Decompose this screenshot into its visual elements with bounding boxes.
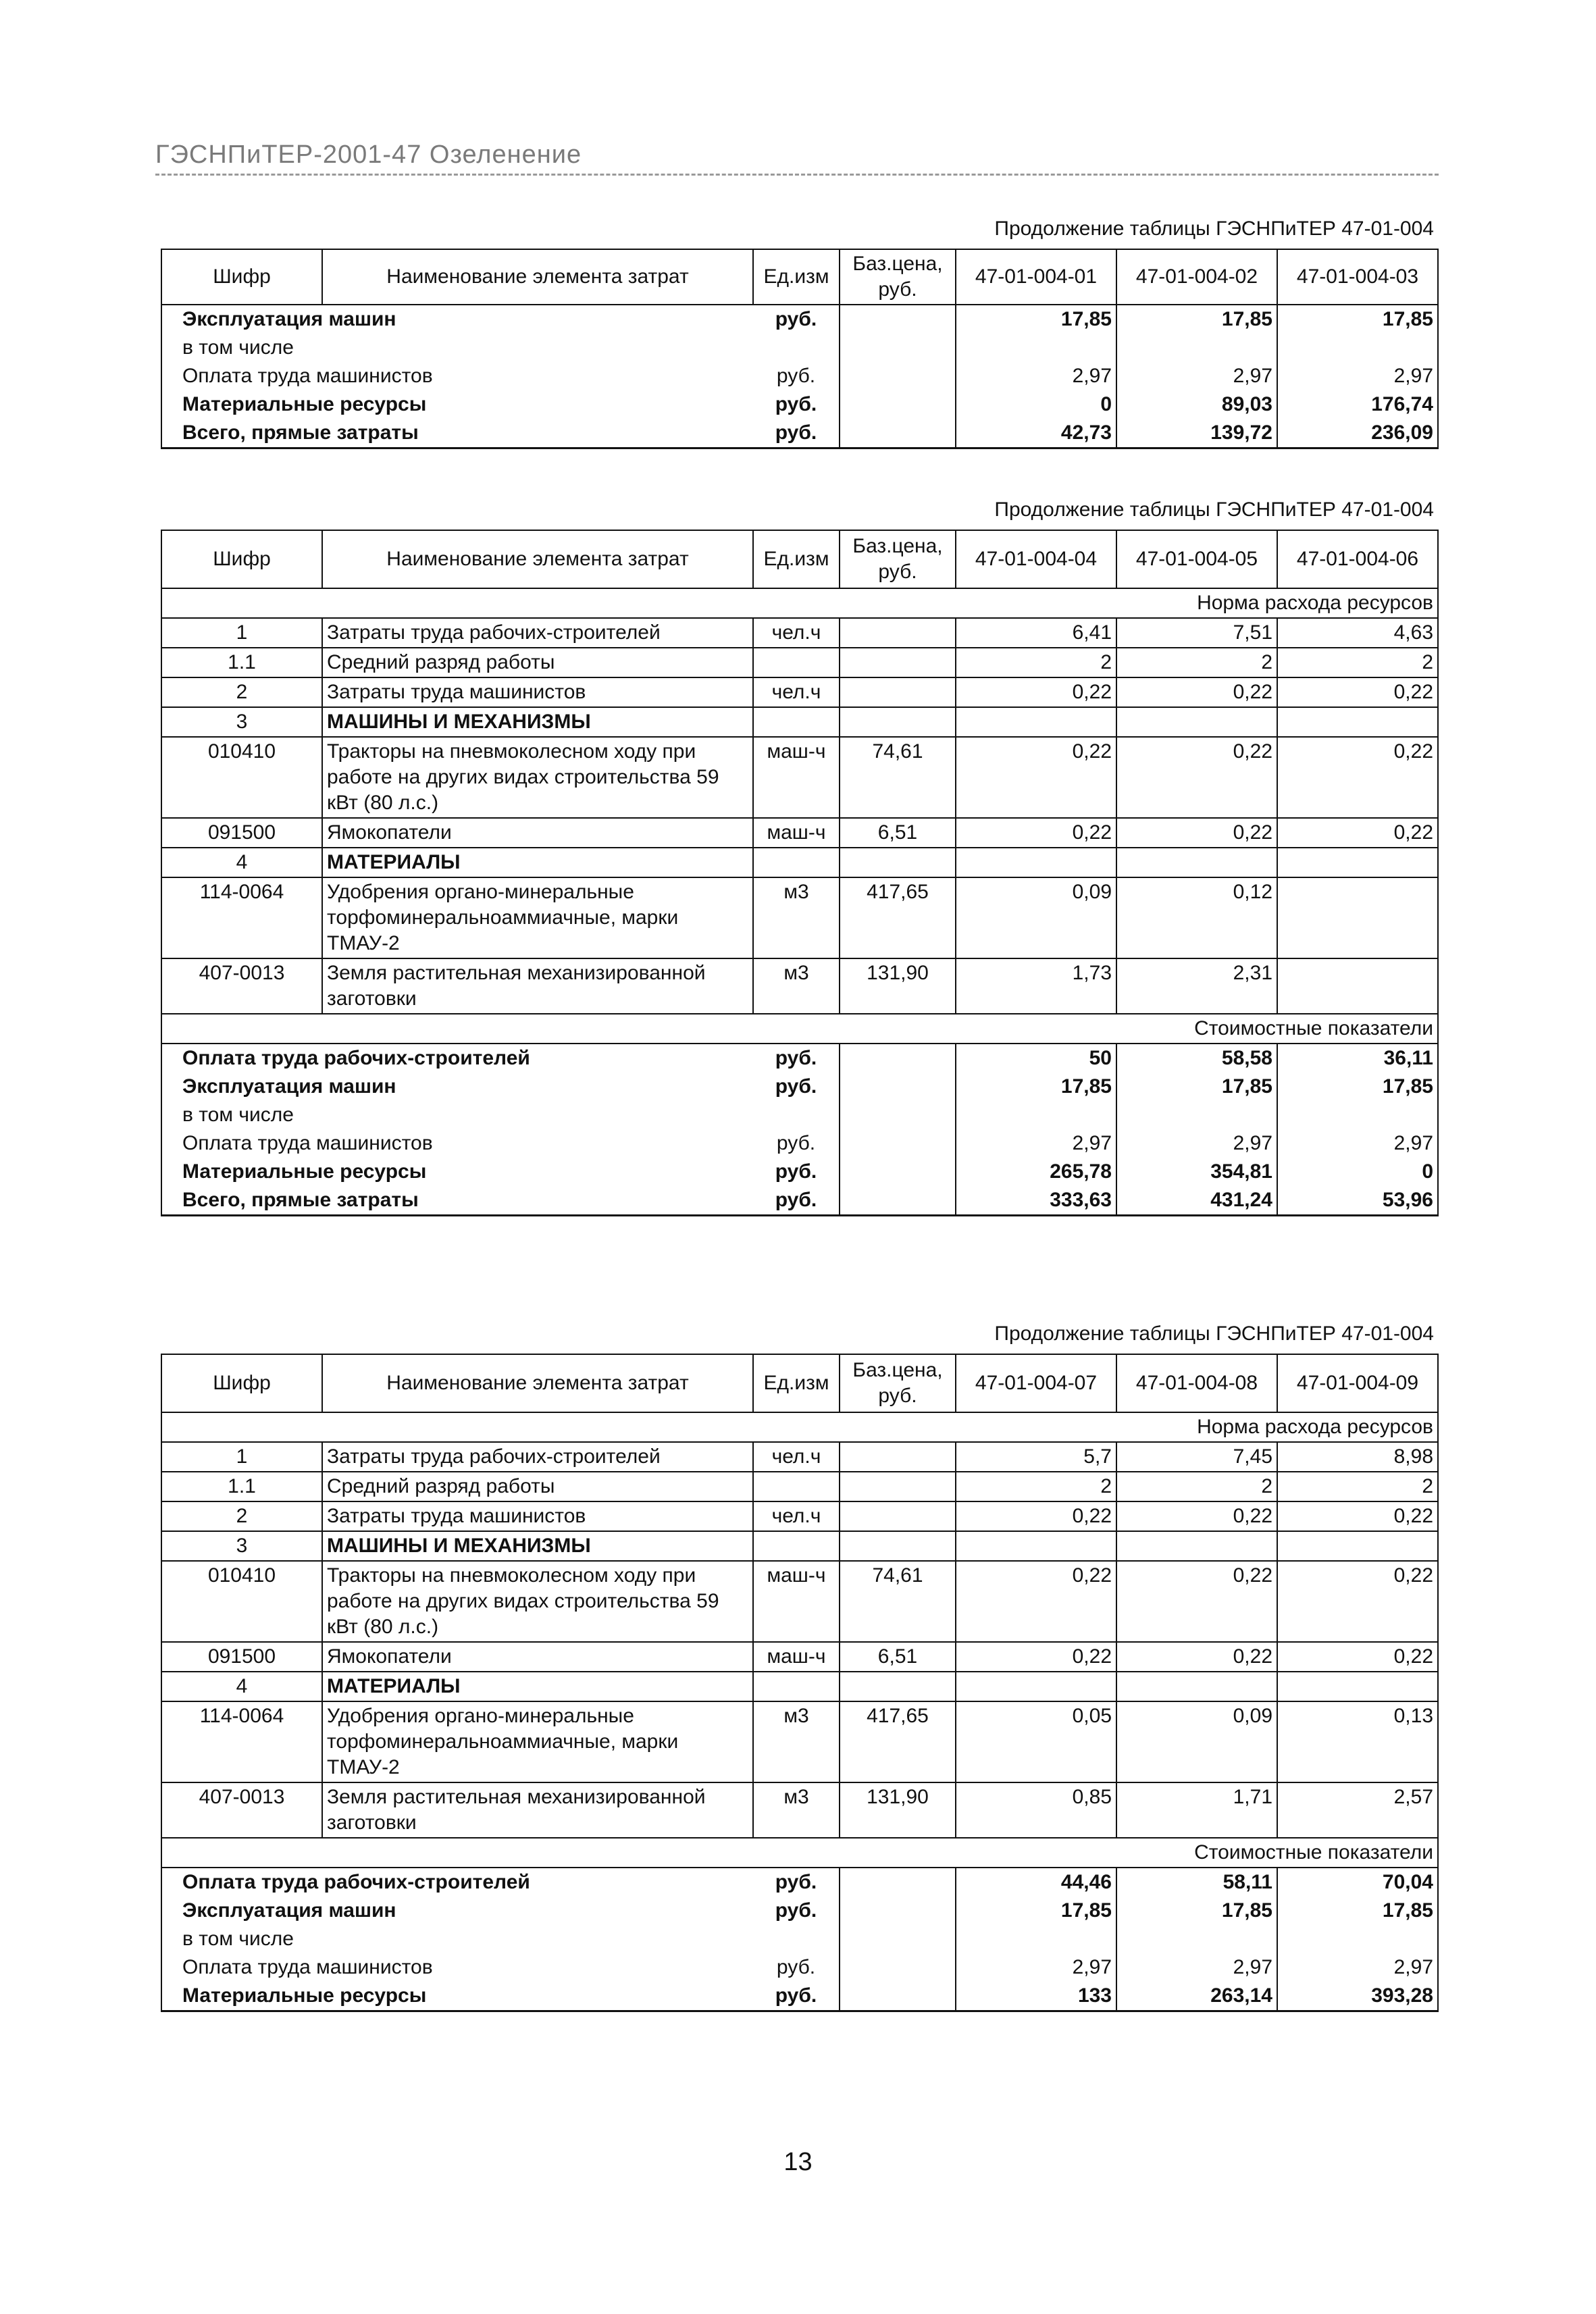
col-code-3: 47-01-004-06 — [1277, 530, 1438, 588]
row-name: Земля растительная механизированной заготовки — [322, 958, 753, 1014]
row-value: 0,22 — [1277, 1501, 1438, 1531]
summary-value: 17,85 — [1116, 1073, 1277, 1101]
summary-value: 89,03 — [1116, 390, 1277, 419]
row-price: 6,51 — [840, 1642, 956, 1672]
summary-unit: руб. — [753, 1982, 840, 2011]
row-value: 2 — [956, 648, 1116, 677]
summary-label: в том числе — [161, 1925, 753, 1953]
summary-body — [161, 1868, 1438, 2011]
resource-body — [161, 1442, 1438, 1838]
summary-unit: руб. — [753, 305, 840, 334]
summary-value: 17,85 — [956, 1897, 1116, 1925]
summary-value: 17,85 — [1116, 1897, 1277, 1925]
summary-row — [161, 1953, 1438, 1982]
row-code: 1 — [161, 1442, 322, 1472]
summary-row — [161, 1868, 1438, 1897]
row-price: 74,61 — [840, 737, 956, 818]
section-cost: Стоимостные показатели — [161, 1838, 1438, 1868]
table-row — [161, 1642, 1438, 1672]
row-name: Затраты труда рабочих-строителей — [322, 1442, 753, 1472]
row-code: 091500 — [161, 818, 322, 848]
row-value: 4,63 — [1277, 618, 1438, 648]
col-code-header: Шифр — [161, 249, 322, 305]
summary-label: Эксплуатация машин — [161, 1897, 753, 1925]
summary-label: Оплата труда машинистов — [161, 362, 753, 390]
row-name: Ямокопатели — [322, 1642, 753, 1672]
row-name: МАТЕРИАЛЫ — [322, 848, 753, 877]
summary-value: 236,09 — [1277, 419, 1438, 448]
summary-label: Материальные ресурсы — [161, 1982, 753, 2011]
row-unit: чел.ч — [753, 677, 840, 707]
estimate-table-1 — [161, 249, 1439, 449]
section-norm: Норма расхода ресурсов — [161, 1412, 1438, 1442]
summary-price — [840, 1186, 956, 1216]
row-code: 010410 — [161, 737, 322, 818]
row-value: 7,51 — [1116, 618, 1277, 648]
summary-unit: руб. — [776, 1956, 816, 1978]
summary-value: 2,97 — [956, 362, 1116, 390]
summary-unit: руб. — [775, 1075, 817, 1098]
summary-row — [161, 419, 1438, 448]
col-unit-header: Ед.изм — [753, 249, 840, 305]
row-unit: м3 — [753, 958, 840, 1014]
row-value: 0,22 — [1277, 1642, 1438, 1672]
summary-unit — [753, 1101, 840, 1129]
row-value: 2 — [1277, 648, 1438, 677]
summary-value: 17,85 — [956, 305, 1116, 334]
row-value: 0,13 — [1277, 1701, 1438, 1782]
row-value: 1,71 — [1116, 1782, 1277, 1838]
summary-row — [161, 1101, 1438, 1129]
row-name: Затраты труда машинистов — [322, 1501, 753, 1531]
row-unit: маш-ч — [753, 1642, 840, 1672]
col-code-1: 47-01-004-04 — [956, 530, 1116, 588]
row-value: 0,22 — [956, 1561, 1116, 1642]
col-name-header: Наименование элемента затрат — [322, 530, 753, 588]
row-value: 2,57 — [1277, 1782, 1438, 1838]
row-name: Ямокопатели — [322, 818, 753, 848]
row-value: 0,22 — [1116, 677, 1277, 707]
summary-price — [840, 1101, 956, 1129]
col-code-1: 47-01-004-07 — [956, 1354, 1116, 1412]
summary-price — [840, 1897, 956, 1925]
summary-price — [840, 1158, 956, 1186]
row-unit: маш-ч — [753, 818, 840, 848]
col-code-header: Шифр — [161, 530, 322, 588]
table-row — [161, 648, 1438, 677]
table-row — [161, 1561, 1438, 1642]
row-value: 2,31 — [1116, 958, 1277, 1014]
summary-row — [161, 1044, 1438, 1073]
row-value: 5,7 — [956, 1442, 1116, 1472]
table-row — [161, 1701, 1438, 1782]
row-value: 0,22 — [1116, 737, 1277, 818]
summary-value: 354,81 — [1116, 1158, 1277, 1186]
summary-value — [956, 334, 1116, 362]
row-value: 7,45 — [1116, 1442, 1277, 1472]
summary-unit: руб. — [753, 1186, 840, 1216]
estimate-table-3 — [161, 1354, 1439, 2012]
summary-row — [161, 334, 1438, 362]
summary-value — [1116, 1101, 1277, 1129]
summary-price — [840, 1044, 956, 1073]
summary-label: Материальные ресурсы — [161, 390, 753, 419]
summary-label: Оплата труда рабочих-строителей — [161, 1868, 753, 1897]
summary-unit: руб. — [775, 393, 817, 415]
row-price — [840, 1501, 956, 1531]
row-price: 131,90 — [840, 958, 956, 1014]
row-value: 0,22 — [956, 1642, 1116, 1672]
summary-row — [161, 1925, 1438, 1953]
summary-label: Оплата труда машинистов — [161, 1129, 753, 1158]
row-value: 0,22 — [956, 677, 1116, 707]
summary-value — [1277, 1925, 1438, 1953]
summary-price — [840, 1982, 956, 2011]
row-name: Средний разряд работы — [322, 648, 753, 677]
row-value: 0,22 — [956, 1501, 1116, 1531]
row-value: 0,22 — [1277, 677, 1438, 707]
summary-value: 265,78 — [956, 1158, 1116, 1186]
summary-value: 2,97 — [1277, 362, 1438, 390]
row-unit: чел.ч — [753, 618, 840, 648]
summary-value — [1116, 334, 1277, 362]
col-code-2: 47-01-004-05 — [1116, 530, 1277, 588]
summary-label: Эксплуатация машин — [161, 305, 753, 334]
summary-value — [1277, 334, 1438, 362]
row-unit — [753, 707, 840, 737]
row-unit: м3 — [753, 1782, 840, 1838]
row-price: 74,61 — [840, 1561, 956, 1642]
summary-label: Всего, прямые затраты — [161, 419, 753, 448]
summary-value: 263,14 — [1116, 1982, 1277, 2011]
summary-value: 2,97 — [1116, 362, 1277, 390]
row-code: 2 — [161, 677, 322, 707]
summary-value: 17,85 — [1277, 1897, 1438, 1925]
summary-value — [956, 1101, 1116, 1129]
row-value — [1277, 1672, 1438, 1701]
row-unit: м3 — [753, 877, 840, 958]
row-code: 3 — [161, 1531, 322, 1561]
row-name: Затраты труда машинистов — [322, 677, 753, 707]
summary-value: 53,96 — [1277, 1186, 1438, 1216]
summary-row — [161, 1897, 1438, 1925]
row-value: 2 — [1116, 648, 1277, 677]
row-price: 417,65 — [840, 1701, 956, 1782]
table-row — [161, 1672, 1438, 1701]
row-value: 0,22 — [1277, 1561, 1438, 1642]
row-value: 2 — [1116, 1472, 1277, 1501]
row-unit: м3 — [753, 1701, 840, 1782]
col-price-header: Баз.цена, руб. — [840, 1354, 956, 1412]
section-cost: Стоимостные показатели — [161, 1014, 1438, 1044]
summary-label: в том числе — [161, 334, 753, 362]
summary-value: 0 — [956, 390, 1116, 419]
table-row — [161, 1472, 1438, 1501]
row-value — [956, 848, 1116, 877]
table-row — [161, 707, 1438, 737]
row-value — [1277, 877, 1438, 958]
row-value — [1277, 958, 1438, 1014]
row-name: МАТЕРИАЛЫ — [322, 1672, 753, 1701]
summary-row — [161, 1982, 1438, 2011]
col-code-1: 47-01-004-01 — [956, 249, 1116, 305]
summary-value: 58,11 — [1116, 1868, 1277, 1897]
summary-label: Эксплуатация машин — [161, 1073, 753, 1101]
row-name: Средний разряд работы — [322, 1472, 753, 1501]
row-value: 0,85 — [956, 1782, 1116, 1838]
table-row — [161, 1531, 1438, 1561]
summary-price — [840, 390, 956, 419]
summary-value: 2,97 — [1277, 1129, 1438, 1158]
row-unit — [753, 1531, 840, 1561]
row-price — [840, 618, 956, 648]
row-price — [840, 848, 956, 877]
table-caption: Продолжение таблицы ГЭСНПиТЕР 47-01-004 — [994, 498, 1434, 521]
row-name: Затраты труда рабочих-строителей — [322, 618, 753, 648]
estimate-table-2 — [161, 530, 1439, 1216]
row-value — [956, 707, 1116, 737]
row-unit: маш-ч — [753, 737, 840, 818]
row-value — [1116, 848, 1277, 877]
summary-unit: руб. — [776, 1132, 816, 1154]
col-code-3: 47-01-004-09 — [1277, 1354, 1438, 1412]
summary-price — [840, 1925, 956, 1953]
summary-unit — [753, 334, 840, 362]
row-unit: чел.ч — [753, 1501, 840, 1531]
summary-value — [1277, 1101, 1438, 1129]
row-value: 0,22 — [956, 818, 1116, 848]
summary-row — [161, 1186, 1438, 1216]
summary-value: 17,85 — [1277, 1073, 1438, 1101]
row-value: 0,22 — [1116, 1642, 1277, 1672]
row-value — [1277, 848, 1438, 877]
row-code: 4 — [161, 848, 322, 877]
summary-price — [840, 1953, 956, 1982]
row-code: 407-0013 — [161, 958, 322, 1014]
summary-value: 139,72 — [1116, 419, 1277, 448]
col-code-2: 47-01-004-02 — [1116, 249, 1277, 305]
col-unit-header: Ед.изм — [753, 1354, 840, 1412]
row-name: МАШИНЫ И МЕХАНИЗМЫ — [322, 1531, 753, 1561]
row-value — [1277, 707, 1438, 737]
row-code: 114-0064 — [161, 1701, 322, 1782]
summary-row — [161, 305, 1438, 334]
table-row — [161, 677, 1438, 707]
row-price: 417,65 — [840, 877, 956, 958]
summary-value: 17,85 — [1116, 305, 1277, 334]
row-price — [840, 1442, 956, 1472]
table-caption: Продолжение таблицы ГЭСНПиТЕР 47-01-004 — [994, 217, 1434, 240]
col-code-header: Шифр — [161, 1354, 322, 1412]
row-name: Удобрения органо-минеральные торфоминеральноаммиачные, марки ТМАУ-2 — [322, 877, 753, 958]
row-name: Удобрения органо-минеральные торфоминеральноаммиачные, марки ТМАУ-2 — [322, 1701, 753, 1782]
summary-unit: руб. — [775, 1899, 817, 1922]
summary-unit: руб. — [753, 419, 840, 448]
page-number: 13 — [783, 2148, 813, 2176]
row-unit — [753, 1672, 840, 1701]
row-value — [1116, 707, 1277, 737]
summary-value: 2,97 — [1116, 1953, 1277, 1982]
col-code-2: 47-01-004-08 — [1116, 1354, 1277, 1412]
summary-value: 70,04 — [1277, 1868, 1438, 1897]
col-name-header: Наименование элемента затрат — [322, 249, 753, 305]
table-row — [161, 737, 1438, 818]
summary-body — [161, 1044, 1438, 1216]
row-price: 6,51 — [840, 818, 956, 848]
summary-value: 42,73 — [956, 419, 1116, 448]
row-code: 407-0013 — [161, 1782, 322, 1838]
row-value: 0,22 — [1277, 737, 1438, 818]
summary-row — [161, 362, 1438, 390]
row-price — [840, 1672, 956, 1701]
row-code: 1.1 — [161, 1472, 322, 1501]
summary-unit: руб. — [776, 365, 816, 387]
row-price — [840, 1531, 956, 1561]
row-name: Земля растительная механизированной заготовки — [322, 1782, 753, 1838]
summary-label: Оплата труда машинистов — [161, 1953, 753, 1982]
summary-value: 17,85 — [956, 1073, 1116, 1101]
table-row — [161, 877, 1438, 958]
summary-label: Материальные ресурсы — [161, 1158, 753, 1186]
summary-label: Всего, прямые затраты — [161, 1186, 753, 1216]
row-name: МАШИНЫ И МЕХАНИЗМЫ — [322, 707, 753, 737]
row-value: 2 — [1277, 1472, 1438, 1501]
row-price — [840, 1472, 956, 1501]
row-value — [1277, 1531, 1438, 1561]
table-row — [161, 818, 1438, 848]
summary-unit: руб. — [775, 1160, 817, 1183]
table-row — [161, 1442, 1438, 1472]
table-row — [161, 848, 1438, 877]
row-value: 0,22 — [1277, 818, 1438, 848]
table-row — [161, 618, 1438, 648]
row-value: 0,09 — [1116, 1701, 1277, 1782]
summary-price — [840, 334, 956, 362]
row-value: 0,09 — [956, 877, 1116, 958]
row-price — [840, 677, 956, 707]
col-price-header: Баз.цена, руб. — [840, 249, 956, 305]
row-code: 1.1 — [161, 648, 322, 677]
summary-label: Оплата труда рабочих-строителей — [161, 1044, 753, 1073]
row-unit: маш-ч — [753, 1561, 840, 1642]
row-code: 2 — [161, 1501, 322, 1531]
table-row — [161, 958, 1438, 1014]
summary-body — [161, 305, 1438, 448]
row-code: 3 — [161, 707, 322, 737]
col-price-header: Баз.цена, руб. — [840, 530, 956, 588]
col-unit-header: Ед.изм — [753, 530, 840, 588]
row-value — [1116, 1531, 1277, 1561]
summary-value: 17,85 — [1277, 305, 1438, 334]
col-code-3: 47-01-004-03 — [1277, 249, 1438, 305]
summary-value: 393,28 — [1277, 1982, 1438, 2011]
summary-price — [840, 419, 956, 448]
section-norm: Норма расхода ресурсов — [161, 588, 1438, 618]
summary-value: 2,97 — [1277, 1953, 1438, 1982]
col-name-header: Наименование элемента затрат — [322, 1354, 753, 1412]
table-row — [161, 1782, 1438, 1838]
row-value: 0,22 — [1116, 1561, 1277, 1642]
row-value: 0,12 — [1116, 877, 1277, 958]
summary-row — [161, 1073, 1438, 1101]
summary-unit: руб. — [753, 1044, 840, 1073]
row-value — [956, 1672, 1116, 1701]
row-value — [1116, 1672, 1277, 1701]
row-value: 0,22 — [1116, 1501, 1277, 1531]
summary-price — [840, 1073, 956, 1101]
summary-value: 36,11 — [1277, 1044, 1438, 1073]
summary-price — [840, 362, 956, 390]
row-value: 2 — [956, 1472, 1116, 1501]
table-caption: Продолжение таблицы ГЭСНПиТЕР 47-01-004 — [994, 1322, 1434, 1345]
summary-value: 2,97 — [956, 1129, 1116, 1158]
row-code: 010410 — [161, 1561, 322, 1642]
row-value: 1,73 — [956, 958, 1116, 1014]
summary-row — [161, 1158, 1438, 1186]
summary-row — [161, 1129, 1438, 1158]
summary-value: 431,24 — [1116, 1186, 1277, 1216]
row-name: Тракторы на пневмоколесном ходу при работе на других видах строительства 59 кВт (80 л.с.) — [322, 1561, 753, 1642]
row-value: 0,05 — [956, 1701, 1116, 1782]
row-name: Тракторы на пневмоколесном ходу при работе на других видах строительства 59 кВт (80 л.с.) — [322, 737, 753, 818]
summary-value: 133 — [956, 1982, 1116, 2011]
row-code: 4 — [161, 1672, 322, 1701]
summary-label: в том числе — [161, 1101, 753, 1129]
summary-value: 58,58 — [1116, 1044, 1277, 1073]
row-value — [956, 1531, 1116, 1561]
summary-value — [1116, 1925, 1277, 1953]
row-code: 1 — [161, 618, 322, 648]
summary-price — [840, 305, 956, 334]
summary-price — [840, 1868, 956, 1897]
row-unit — [753, 1472, 840, 1501]
summary-value: 44,46 — [956, 1868, 1116, 1897]
row-value: 8,98 — [1277, 1442, 1438, 1472]
summary-value: 50 — [956, 1044, 1116, 1073]
summary-value: 2,97 — [1116, 1129, 1277, 1158]
document-header: ГЭСНПиТЕР-2001-47 Озеленение — [155, 140, 1439, 176]
row-price — [840, 707, 956, 737]
row-value: 0,22 — [1116, 818, 1277, 848]
summary-unit: руб. — [753, 1868, 840, 1897]
summary-row — [161, 390, 1438, 419]
table-row — [161, 1501, 1438, 1531]
summary-value: 0 — [1277, 1158, 1438, 1186]
row-unit: чел.ч — [753, 1442, 840, 1472]
summary-value — [956, 1925, 1116, 1953]
summary-value: 2,97 — [956, 1953, 1116, 1982]
row-price — [840, 648, 956, 677]
row-value: 0,22 — [956, 737, 1116, 818]
summary-value: 176,74 — [1277, 390, 1438, 419]
row-code: 091500 — [161, 1642, 322, 1672]
row-price: 131,90 — [840, 1782, 956, 1838]
row-value: 6,41 — [956, 618, 1116, 648]
row-unit — [753, 648, 840, 677]
row-code: 114-0064 — [161, 877, 322, 958]
summary-unit — [753, 1925, 840, 1953]
summary-value: 333,63 — [956, 1186, 1116, 1216]
row-unit — [753, 848, 840, 877]
resource-body — [161, 618, 1438, 1014]
summary-price — [840, 1129, 956, 1158]
